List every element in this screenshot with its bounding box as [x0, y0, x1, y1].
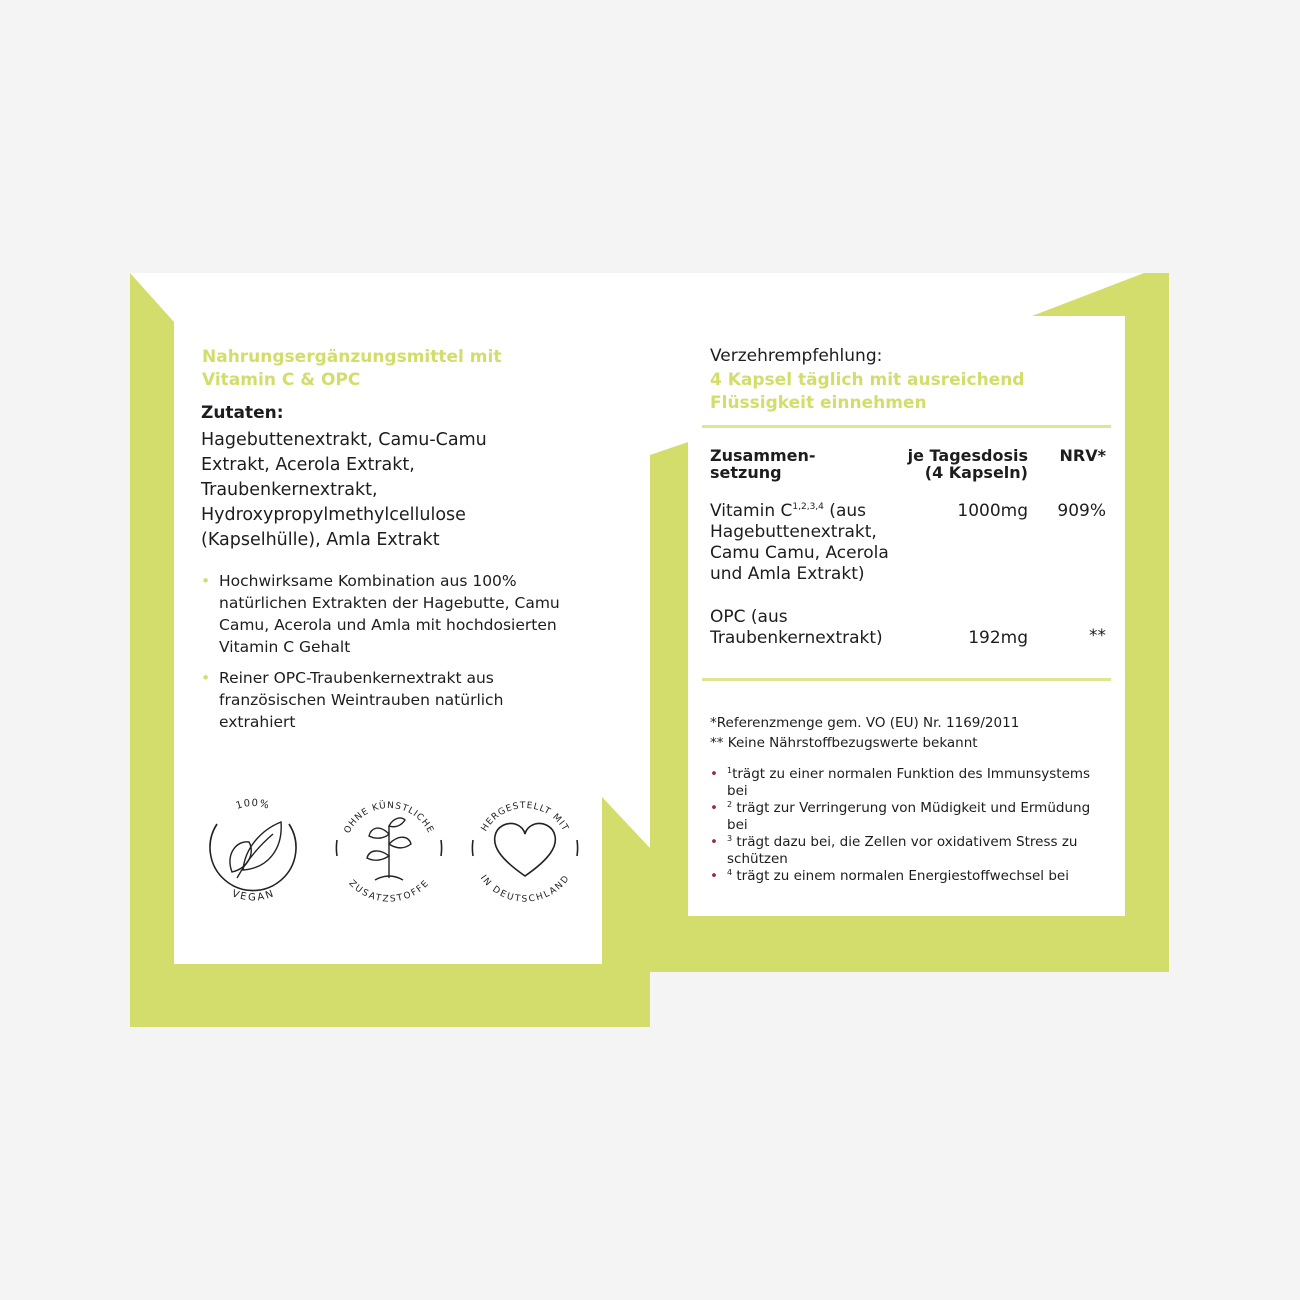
svg-text:IN DEUTSCHLAND [478, 874, 572, 904]
recommendation-label: Verzehrempfehlung: [710, 346, 883, 366]
table-row-name [710, 501, 930, 585]
footnote-number: 2 [727, 800, 733, 809]
column-header-composition [710, 447, 816, 481]
divider [702, 425, 1111, 428]
table-row-name [710, 607, 940, 649]
footnote-text: trägt zur Verringerung von Müdigkeit und Ermüdung bei [727, 800, 1091, 833]
benefit-text: Hochwirksame Kombination aus 100% natürlichen Extrakten der Hagebutte, Camu Camu, Acerola und Amla mit hochdosierten Vitamin C Gehalt [219, 572, 560, 656]
footnote-number: 4 [727, 868, 733, 877]
list-item [710, 766, 1110, 799]
bullet-icon: • [710, 834, 718, 850]
sprout-icon [367, 818, 411, 880]
footnote-text: trägt dazu bei, die Zellen vor oxidativem Stress zu schützen [727, 834, 1078, 867]
row-name-text: (aus [823, 501, 866, 521]
footnote-number: 3 [727, 834, 733, 843]
header-line: setzung [710, 463, 782, 482]
bullet-icon: • [710, 766, 718, 782]
table-cell-nrv: 909% [1057, 501, 1106, 521]
row-name-text: Camu Camu, Acerola [710, 543, 889, 563]
list-item [710, 868, 1110, 885]
header-line: Zusammen- [710, 446, 816, 465]
ingredients-label: Zutaten: [201, 403, 284, 423]
product-title: Nahrungsergänzungsmittel mit Vitamin C & OPC [202, 347, 502, 390]
list-item [710, 800, 1110, 833]
svg-text:ZUSATZSTOFFE [347, 879, 432, 904]
note-text: *Referenzmenge gem. VO (EU) Nr. 1169/2011 [710, 715, 1020, 731]
svg-text:100% [235, 798, 271, 812]
table-cell-amount: 1000mg [957, 501, 1028, 521]
bullet-icon: • [201, 572, 211, 590]
bullet-icon: • [710, 800, 718, 816]
footnote-text: trägt zu einer normalen Funktion des Immunsystems bei [727, 766, 1091, 799]
row-name-text: Vitamin C [710, 501, 793, 521]
benefits-list [201, 570, 573, 742]
bullet-icon: • [201, 669, 211, 687]
row-name-text: Hagebuttenextrakt, [710, 522, 877, 542]
badge-bottom-text: ZUSATZSTOFFE [346, 878, 432, 904]
row-name-text: und Amla Extrakt) [710, 564, 865, 584]
header-line: (4 Kapseln) [924, 463, 1028, 482]
footnote-marker: 1,2,3,4 [792, 502, 824, 512]
divider [702, 678, 1111, 681]
no-additives-badge [333, 792, 445, 904]
footnote-text: trägt zu einem normalen Energiestoffwechsel bei [732, 868, 1069, 884]
svg-text:HERGESTELLT MIT [480, 801, 570, 834]
badge-bottom-text: VEGAN [230, 888, 276, 904]
badge-top-text: 100% [234, 797, 272, 812]
row-name-text: Traubenkernextrakt) [710, 628, 883, 648]
footnotes-list [710, 766, 1110, 886]
recommendation-text: 4 Kapsel täglich mit ausreichend Flüssigkeit einnehmen [710, 370, 1025, 413]
list-item [710, 834, 1110, 867]
footnote-number: 1 [727, 766, 733, 775]
list-item [201, 667, 573, 733]
header-line: je Tagesdosis [907, 446, 1028, 465]
made-in-germany-badge [469, 792, 581, 904]
badge-bottom-text: IN DEUTSCHLAND [477, 873, 573, 904]
note-text: ** Keine Nährstoffbezugswerte bekannt [710, 735, 978, 751]
table-cell-amount: 192mg [968, 628, 1028, 648]
column-header-nrv: NRV* [1059, 446, 1106, 465]
heart-icon [495, 824, 556, 877]
bullet-icon: • [710, 868, 718, 884]
ingredients-text: Hagebuttenextrakt, Camu-Camu Extrakt, Acerola Extrakt, Traubenkernextrakt, Hydroxypropylmethylcellulose (Kapselhülle), Amla Extrakt [201, 430, 487, 550]
badge-top-text: OHNE KÜNSTLICHE [342, 800, 436, 836]
table-cell-nrv: ** [1089, 626, 1106, 646]
list-item [201, 570, 573, 658]
column-header-daily-dose [860, 447, 1028, 481]
reference-notes [710, 713, 1019, 753]
badge-top-text: HERGESTELLT MIT [479, 800, 571, 834]
row-name-text: OPC (aus [710, 607, 788, 627]
vegan-badge [197, 792, 309, 904]
benefit-text: Reiner OPC-Traubenkernextrakt aus französischen Weintrauben natürlich extrahiert [219, 669, 504, 731]
